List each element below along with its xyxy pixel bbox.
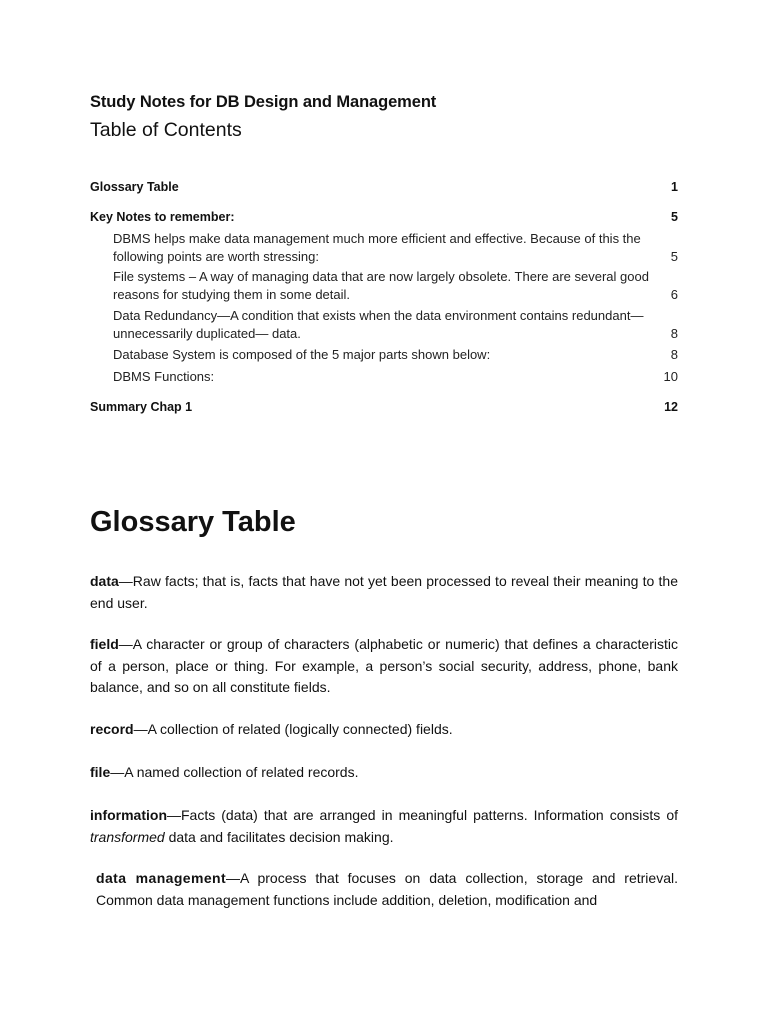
glossary-definition: —A process that focuses on data collection, storage and retrieval. Common data management functions include addition, deletion, modification and	[96, 870, 678, 908]
toc-entry-glossary-table[interactable]	[90, 178, 678, 196]
glossary-definition: —A named collection of related records.	[110, 764, 359, 780]
toc-entry-summary-chap-1[interactable]	[90, 398, 678, 416]
glossary-entry-information	[90, 805, 678, 848]
glossary-entry-record	[90, 719, 678, 741]
glossary-definition: —Raw facts; that is, facts that have not yet been processed to reveal their meaning to the end user.	[90, 573, 678, 611]
toc-entry-text: File systems – A way of managing data that are now largely obsolete. There are several good reasons for studying them in some detail.	[113, 269, 649, 302]
toc-entry-text: DBMS Functions:	[113, 369, 215, 384]
glossary-entry-file	[90, 762, 678, 784]
glossary-definition: —Facts (data) that are arranged in meaningful patterns. Information consists of	[167, 807, 678, 823]
glossary-entry-data-management	[96, 868, 678, 911]
toc-entry-text: DBMS helps make data management much more efficient and effective. Because of this the following points are worth stressing:	[113, 231, 641, 264]
toc-entry-page: 10	[663, 369, 678, 384]
glossary-definition: —A collection of related (logically connected) fields.	[133, 721, 453, 737]
toc-entry-page: 6	[670, 287, 678, 302]
toc-entry-text: Glossary Table	[90, 180, 179, 194]
glossary-definition: —A character or group of characters (alphabetic or numeric) that defines a characteristic of a person, place or thing. For example, a person’s social security, address, phone, bank balance, and so on all constitute fields.	[90, 636, 678, 695]
glossary-term: data management	[96, 870, 227, 886]
glossary-heading: Glossary Table	[90, 506, 296, 538]
toc-entry-database-system[interactable]	[113, 346, 678, 364]
toc-entry-text: Database System is composed of the 5 major parts shown below:	[113, 347, 491, 362]
toc-title: Table of Contents	[90, 119, 242, 141]
toc-entry-page: 5	[671, 210, 678, 224]
toc-entry-dbms-helps[interactable]	[113, 230, 678, 266]
toc-entry-file-systems[interactable]	[113, 268, 678, 304]
glossary-term: data	[90, 573, 119, 589]
toc-entry-page: 1	[671, 180, 678, 194]
toc-entry-text: Data Redundancy—A condition that exists when the data environment contains redundant—unnecessarily duplicated— data.	[113, 308, 644, 341]
toc-entry-data-redundancy[interactable]	[113, 307, 678, 343]
glossary-term: field	[90, 636, 119, 652]
glossary-entry-field	[90, 634, 678, 699]
glossary-definition-emphasis: transformed	[90, 828, 165, 845]
document-title: Study Notes for DB Design and Management	[90, 93, 437, 111]
toc-entry-page: 8	[670, 326, 678, 341]
glossary-entry-data	[90, 571, 678, 614]
toc-entry-key-notes[interactable]	[90, 208, 678, 226]
toc-entry-text: Key Notes to remember:	[90, 210, 235, 224]
toc-entry-text: Summary Chap 1	[90, 400, 193, 414]
glossary-term: information	[90, 807, 167, 823]
toc-entry-page: 8	[670, 347, 678, 362]
toc-entry-page: 5	[670, 249, 678, 264]
glossary-definition: data and facilitates decision making.	[164, 828, 394, 845]
glossary-term: record	[90, 721, 134, 737]
toc-entry-dbms-functions[interactable]	[113, 368, 678, 386]
toc-entry-page: 12	[664, 400, 678, 414]
glossary-term: file	[90, 764, 111, 780]
